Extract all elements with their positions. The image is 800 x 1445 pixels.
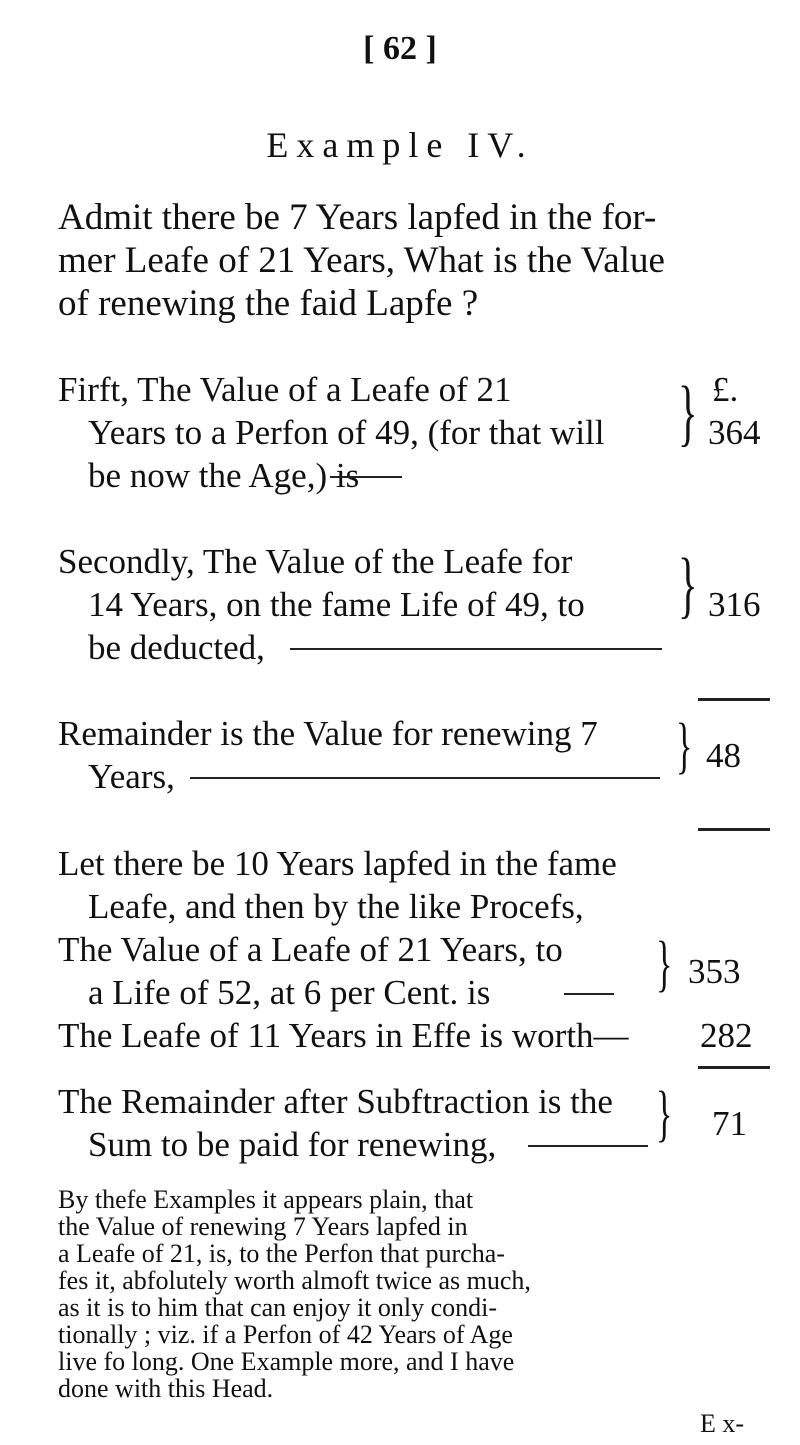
- let-value-b: 282: [700, 1016, 753, 1055]
- let-value-a: 353: [688, 952, 741, 991]
- sum-rule: [698, 698, 770, 701]
- intro-line-2: mer Leafe of 21 Years, What is the Value: [58, 240, 665, 281]
- page-folio: [ 62 ]: [363, 30, 437, 67]
- intro-line-3: of renewing the faid Lapfe ?: [58, 283, 479, 324]
- sum-rule: [698, 1066, 770, 1069]
- remainder-value: 48: [706, 736, 741, 775]
- conclusion-line-1: By thefe Examples it appears plain, that: [58, 1185, 474, 1214]
- first-line-1: Firft, The Value of a Leafe of 21: [58, 370, 512, 409]
- remainder-line-2: Years,: [88, 757, 175, 796]
- remainder2-value: 71: [712, 1104, 747, 1143]
- example-heading: Example IV.: [266, 125, 534, 165]
- remainder2-line-1: The Remainder after Subftraction is the: [58, 1082, 613, 1121]
- first-line-2: Years to a Perfon of 49, (for that will: [88, 413, 605, 452]
- conclusion-line-5: as it is to him that can enjoy it only condi-: [58, 1293, 498, 1322]
- second-line-3: be deducted,: [88, 628, 265, 667]
- right-brace: }: [678, 372, 698, 454]
- currency-symbol: £.: [712, 370, 739, 409]
- let-line-4: a Life of 52, at 6 per Cent. is: [88, 973, 491, 1012]
- let-line-5: The Leafe of 11 Years in Effe is worth—: [58, 1016, 629, 1055]
- conclusion-line-6: tionally ; viz. if a Perfon of 42 Years of Age: [58, 1320, 513, 1349]
- let-line-1: Let there be 10 Years lapfed in the fame: [58, 844, 617, 883]
- catchword: E x-: [700, 1409, 745, 1438]
- conclusion-line-3: a Leafe of 21, is, to the Perfon that purcha-: [58, 1239, 505, 1268]
- leader-dash: [330, 476, 402, 478]
- let-line-3: The Value of a Leafe of 21 Years, to: [58, 930, 563, 969]
- leader-dash: [190, 777, 660, 779]
- right-brace: }: [676, 712, 693, 780]
- second-value: 316: [708, 585, 761, 624]
- second-line-1: Secondly, The Value of the Leafe for: [58, 542, 573, 581]
- leader-dash: [528, 1145, 648, 1147]
- intro-line-1: Admit there be 7 Years lapfed in the for-: [58, 197, 657, 238]
- leader-dash: [564, 993, 614, 995]
- conclusion-line-4: fes it, abfolutely worth almoft twice as much,: [58, 1266, 531, 1295]
- second-line-2: 14 Years, on the fame Life of 49, to: [88, 585, 585, 624]
- right-brace: }: [656, 1080, 673, 1148]
- leader-dash: [290, 648, 662, 650]
- first-line-3: be now the Age,) is: [88, 456, 360, 495]
- sum-rule: [698, 828, 770, 831]
- remainder2-line-2: Sum to be paid for renewing,: [88, 1125, 497, 1164]
- right-brace: }: [678, 544, 698, 626]
- conclusion-line-7: live fo long. One Example more, and I have: [58, 1347, 515, 1376]
- right-brace: }: [656, 930, 673, 998]
- remainder-line-1: Remainder is the Value for renewing 7: [58, 714, 598, 753]
- let-line-2: Leafe, and then by the like Procefs,: [88, 887, 584, 926]
- conclusion-line-2: the Value of renewing 7 Years lapfed in: [58, 1212, 468, 1241]
- first-value: 364: [708, 413, 761, 452]
- conclusion-line-8: done with this Head.: [58, 1374, 274, 1403]
